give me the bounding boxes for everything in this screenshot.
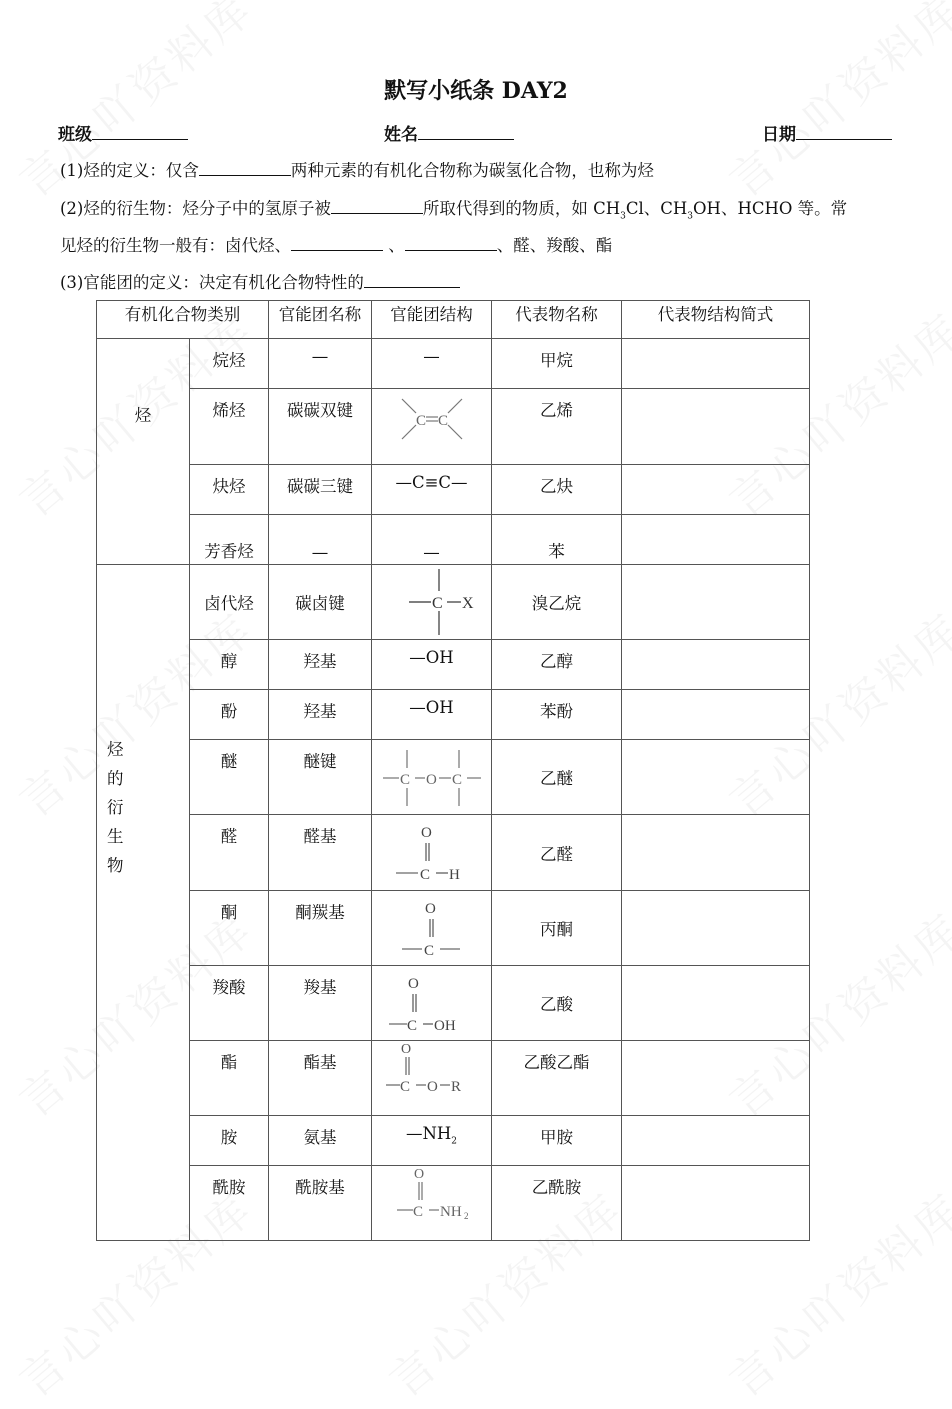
table-row [97,891,810,966]
svg-text:2: 2 [463,1211,468,1221]
formula-input-cell[interactable] [622,815,810,891]
ester-structure-icon [384,1041,480,1097]
fg-name-cell: 酯基 [303,1053,337,1072]
q2-text-middle: 所取代得到的物质，如 CH [422,199,621,218]
ketone-structure-icon [392,897,472,961]
aldehyde-structure-icon [392,821,472,885]
fg-structure-cell [372,740,492,815]
fg-name-cell: 碳碳三键 [287,477,353,496]
formula-input-cell[interactable] [622,389,810,465]
category-cell: 酚 [220,702,238,721]
q1-text-suffix: 两种元素的有机化合物称为碳氢化合物，也称为烃 [290,161,654,180]
svg-text:O: O [426,1079,438,1095]
header-cell: 官能团名称 [269,301,372,339]
category-cell: 炔烃 [212,477,246,496]
name-label: 姓名 [384,125,418,145]
representative-cell: 苯酚 [540,702,573,721]
table-row [97,690,810,740]
group-label-char: 物 [107,856,124,875]
formula-input-cell[interactable] [622,640,810,690]
svg-text:C: C [431,595,443,612]
fg-structure-cell [372,389,492,465]
q2-text-ch3oh: OH、HCHO 等。常 [693,199,848,218]
date-label: 日期 [762,125,796,145]
fg-name-cell: 羟基 [303,652,337,671]
svg-text:C: C [399,772,410,788]
representative-cell: 甲胺 [540,1128,573,1147]
table-row [97,740,810,815]
formula-input-cell[interactable] [622,339,810,389]
class-field [58,120,188,145]
svg-text:O: O [413,1167,424,1182]
fg-structure-cell: — [423,543,440,562]
category-cell: 胺 [220,1128,238,1147]
svg-text:O: O [424,901,436,917]
page-title: 默写小纸条 DAY2 [384,78,568,104]
category-cell: 芳香烃 [204,542,254,561]
fg-structure-cell [372,565,492,640]
q2-line2-text: 见烃的衍生物一般有：卤代烃、 [60,236,291,255]
representative-cell: 乙酸 [540,995,573,1014]
svg-text:C: C [437,413,448,429]
header-cell: 代表物名称 [492,301,622,339]
table-row [97,565,810,640]
svg-text:C: C [412,1204,423,1220]
table-row [97,1166,810,1241]
subscript: 3 [620,211,626,222]
formula-input-cell[interactable] [622,1041,810,1116]
name-field [384,120,514,145]
svg-text:OH: OH [433,1018,456,1034]
category-cell: 醇 [220,652,238,671]
svg-text:O: O [407,976,419,992]
table-row [97,966,810,1041]
category-cell: 醛 [220,827,238,846]
amine-text: —NH [405,1124,452,1143]
fg-structure-cell: —OH [409,648,454,667]
representative-cell: 乙烯 [540,401,573,420]
amide-structure-icon [387,1166,477,1222]
category-cell: 烷烃 [212,351,246,370]
fg-structure-cell [372,1166,492,1241]
representative-cell: 丙酮 [540,920,573,939]
group-label-char: 衍 [107,798,124,817]
formula-input-cell[interactable] [622,1116,810,1166]
date-field [762,120,892,145]
group-label-char: 的 [107,769,124,788]
question-2 [60,197,847,227]
q2-blank-2[interactable] [291,234,383,251]
fg-structure-cell [372,891,492,966]
table-row [97,1116,810,1166]
category-cell: 烯烃 [212,401,246,420]
group-label-char: 生 [107,827,124,846]
svg-text:C: C [423,943,434,959]
svg-text:C: C [451,772,462,788]
table-row [97,389,810,465]
svg-text:X: X [461,595,474,612]
table-row [97,815,810,891]
table-row [97,640,810,690]
subscript: 2 [451,1136,458,1147]
group-label-text: 烃 [134,405,152,425]
formula-input-cell[interactable] [622,891,810,966]
question-1 [60,159,654,182]
fg-name-cell: 酰胺基 [295,1178,345,1197]
table-row [97,515,810,565]
fg-name-cell: 碳卤键 [295,594,345,613]
fg-name-cell: 醛基 [303,827,337,846]
svg-text:C: C [406,1018,417,1034]
category-cell: 酰胺 [212,1178,246,1197]
representative-cell: 甲烷 [540,351,573,370]
question-3 [60,271,460,294]
date-input[interactable] [796,123,892,140]
svg-text:O: O [420,825,432,841]
table-row [97,465,810,515]
fg-name-cell: 酮羰基 [295,903,345,922]
fg-structure-cell [372,966,492,1041]
table-row [97,339,810,389]
fg-name-cell: 氨基 [303,1128,337,1147]
fg-structure-cell [372,1116,491,1146]
svg-text:O: O [400,1042,411,1057]
fg-name-cell: — [311,347,329,366]
formula-input-cell[interactable] [622,1166,810,1241]
group-label-derivatives [97,565,190,1241]
header-cell: 代表物结构简式 [622,301,810,339]
ether-structure-icon [377,748,487,808]
table-row [97,1041,810,1116]
formula-input-cell[interactable] [622,690,810,740]
header-cell: 有机化合物类别 [97,301,269,339]
category-cell: 酯 [220,1053,238,1072]
category-cell: 卤代烃 [204,594,254,613]
q2-text: (2)烃的衍生物：烃分子中的氢原子被 [60,199,331,218]
representative-cell: 乙醛 [540,844,573,864]
formula-input-cell[interactable] [622,565,810,640]
category-cell: 羧酸 [212,978,246,997]
group-label-char: 烃 [107,740,124,759]
group-label-hydrocarbon [97,339,190,565]
representative-cell: 苯 [548,542,565,561]
svg-text:C: C [415,413,426,429]
representative-cell: 乙炔 [540,477,573,496]
svg-text:C: C [399,1079,410,1095]
representative-cell: 乙醇 [540,652,573,671]
q2-blank-1[interactable] [331,197,423,214]
q1-text: (1)烃的定义：仅含 [60,161,199,180]
class-input[interactable] [92,123,188,140]
formula-input-cell[interactable] [622,740,810,815]
representative-cell: 乙酸乙酯 [523,1053,590,1072]
svg-text:NH: NH [439,1204,462,1220]
fg-name-cell: 羧基 [303,978,337,997]
haloalkane-structure-icon [387,567,477,637]
representative-cell: 溴乙烷 [531,594,582,613]
category-cell: 酮 [220,903,238,922]
header-cell: 官能团结构 [372,301,492,339]
svg-text:R: R [450,1079,461,1095]
q2-sep: 、 [383,236,405,255]
q2-text-ch3cl: Cl、CH [625,199,688,218]
fg-name-cell: 碳碳双键 [287,401,353,420]
svg-text:O: O [425,772,437,788]
fg-structure-cell: — [423,347,440,366]
formula-input-cell[interactable] [622,515,810,565]
svg-text:C: C [419,867,430,883]
formula-input-cell[interactable] [622,966,810,1041]
q2-line2-suffix: 、醛、羧酸、酯 [496,236,613,255]
fg-structure-cell [372,1041,492,1116]
q1-blank[interactable] [199,159,291,176]
subscript: 3 [687,211,694,222]
carboxyl-structure-icon [387,972,477,1036]
functional-group-table [96,300,810,1241]
fg-structure-cell: —OH [409,698,454,717]
category-cell: 醚 [220,752,238,771]
representative-cell: 乙醚 [540,769,573,788]
name-input[interactable] [418,123,514,140]
table-header-row [97,301,810,339]
fg-structure-cell: —C≡C— [395,473,468,492]
q3-blank[interactable] [364,271,460,288]
class-label: 班级 [58,125,92,145]
question-2-line-2 [60,234,612,257]
fg-structure-cell [372,815,492,891]
fg-name-cell: 羟基 [303,702,337,721]
formula-input-cell[interactable] [622,465,810,515]
alkene-structure-icon [392,393,472,449]
representative-cell: 乙酰胺 [531,1178,582,1197]
q3-text: (3)官能团的定义：决定有机化合物特性的 [60,273,364,292]
q2-blank-3[interactable] [405,234,497,251]
fg-name-cell: 醚键 [303,752,337,771]
svg-text:H: H [448,867,460,883]
fg-name-cell: — [311,543,329,562]
